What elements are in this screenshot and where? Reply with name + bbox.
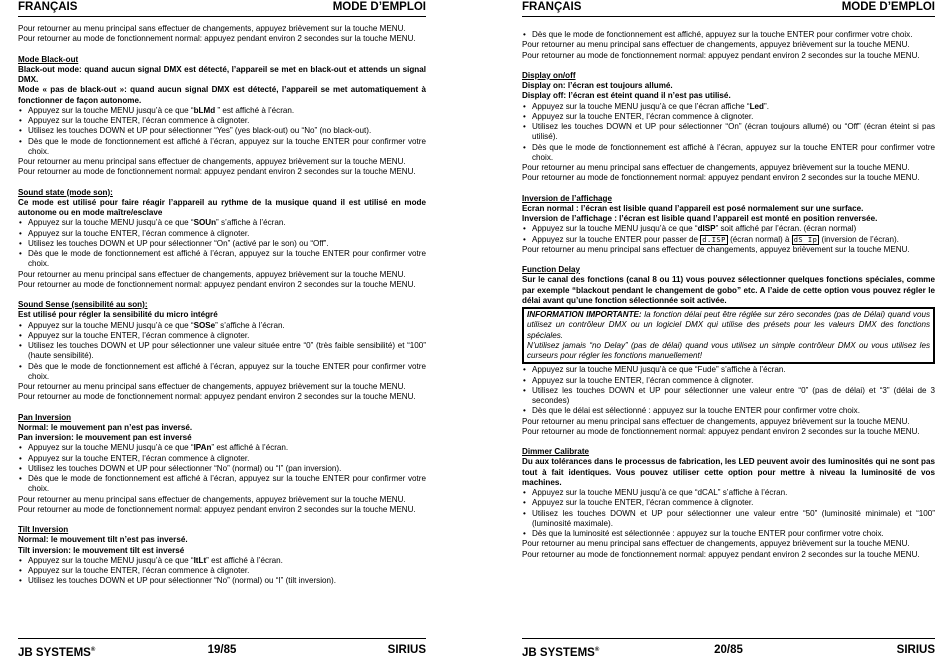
section-sound-state — [18, 188, 426, 291]
page-content — [18, 24, 426, 587]
model-name: SIRIUS — [387, 644, 426, 656]
paragraph: Pour retourner au menu principal sans effectuer de changements, appuyez brièvement sur la touche MENU. — [522, 163, 910, 172]
instruction-list — [522, 102, 935, 164]
section-description: Display on: l’écran est toujours allumé. — [522, 81, 673, 90]
section-description: Mode « pas de black-out »: quand aucun signal DMX est détecté, l’appareil se met automatiquement à fonctionner de façon autonome. — [18, 85, 426, 105]
section-description: Est utilisé pour régler la sensibilité du micro intégré — [18, 310, 218, 320]
display-code: SOUn — [193, 218, 217, 228]
list-item: • Dès que le mode de fonctionnement est affiché, appuyez sur la touche ENTER pour confirmer votre choix. — [522, 30, 935, 40]
paragraph: Pour retourner au menu principal sans effectuer de changements, appuyez brièvement sur la touche MENU. — [18, 157, 406, 166]
section-description: Black-out mode: quand aucun signal DMX est détecté, l’appareil se met en black-out et attends un signal DMX. — [18, 64, 426, 84]
list-item: • Dès que le mode de fonctionnement est affiché à l’écran, appuyez sur la touche ENTER pour confirmer votre choix. — [18, 474, 426, 495]
paragraph: Pour retourner au menu principal sans effectuer de changements, appuyez brièvement sur la touche MENU. — [522, 539, 910, 549]
list-item: • Appuyez sur la touche MENU jusqu’à ce que “Fude” s’affiche à l’écran. — [522, 365, 935, 375]
paragraph: Pour retourner au menu principal sans effectuer de changements, appuyez brièvement sur la touche MENU. — [522, 416, 910, 426]
header-rule — [522, 16, 935, 17]
section-title: Function Delay — [522, 265, 581, 274]
list-item: • Utilisez les touches DOWN et UP pour sélectionner “On” (écran toujours allumé) ou “Off” (écran éteint si pas utilisé). — [522, 122, 935, 143]
section-display-inversion — [522, 194, 935, 256]
paragraph: Pour retourner au mode de fonctionnement normal: appuyez pendant environ 2 secondes sur la touche MENU. — [18, 392, 416, 402]
list-item: • Dès que le mode de fonctionnement est affiché à l’écran, appuyez sur la touche ENTER pour confirmer votre choix. — [18, 362, 426, 383]
list-item: • Appuyez sur la touche MENU jusqu’à ce que l’écran affiche “Led”. — [522, 102, 935, 112]
section-display-onoff — [522, 71, 935, 184]
list-item: • Appuyez sur la touche MENU jusqu’à ce que “bLMd ” est affiché à l’écran. — [18, 106, 426, 116]
list-item: • Appuyez sur la touche MENU jusqu’à ce que “IPAn” est affiché à l’écran. — [18, 443, 426, 453]
display-code: SOSe — [193, 320, 216, 330]
instruction-list — [522, 365, 935, 416]
instruction-list — [522, 30, 935, 40]
list-item: • Appuyez sur la touche MENU jusqu’à ce que “SOUn” s’affiche à l’écran. — [18, 218, 426, 228]
paragraph: Pour retourner au menu principal sans effectuer de changements, appuyez brièvement sur la touche MENU. — [18, 494, 406, 504]
list-item: • Appuyez sur la touche ENTER, l’écran commence à clignoter. — [18, 116, 426, 126]
list-item: • Utilisez les touches DOWN et UP pour sélectionner “On” (activé par le son) ou “Off”. — [18, 239, 426, 249]
section-description: Display off: l’écran est éteint quand il n’est pas utilisé. — [522, 91, 731, 101]
instruction-list — [18, 218, 426, 269]
section-dimmer-calibrate — [522, 447, 935, 560]
lcd-inverted-icon: dS Ip — [793, 235, 818, 244]
page-number: 19/85 — [207, 644, 237, 656]
page-footer — [522, 643, 935, 657]
info-text: INFORMATION IMPORTANTE: la fonction délai peut être réglée sur zéro secondes (pas de Délai) quand vous utilisez un contrôleur DMX ou un logiciel DMX qui utilise des présets pour les valeurs DMX des fonctions spéciales. — [527, 310, 930, 340]
header-rule — [18, 16, 426, 17]
section-description: Ce mode est utilisé pour faire réagir l’appareil au rythme de la musique quand il est utilisé en mode autonome ou en mode maître/esclave — [18, 197, 426, 217]
section-description: Normal: le mouvement tilt n’est pas inversé. — [18, 535, 188, 545]
section-description: Inversion de l’affichage : l’écran est lisible quand l’appareil est monté en position renversée. — [522, 214, 878, 223]
instruction-list — [18, 106, 426, 157]
section-sound-sense — [18, 300, 426, 403]
page-number: 20/85 — [714, 644, 743, 656]
paragraph: Pour retourner au mode de fonctionnement normal: appuyez pendant environ 2 secondes sur la touche MENU. — [522, 549, 920, 559]
section-title: Dimmer Calibrate — [522, 447, 590, 456]
instruction-list — [18, 321, 426, 383]
info-label: INFORMATION IMPORTANTE: — [527, 310, 642, 319]
page-header — [522, 0, 935, 14]
list-item: • Appuyez sur la touche MENU jusqu’à ce que “dISP” soit affiché par l’écran. (écran normal) — [522, 224, 935, 234]
section-description: Du aux tolérances dans le processus de fabrication, les LED peuvent avoir des luminosités qui ne sont pas tout à fait identiques. Vous pouvez utiliser cette option pour mettre à niveau la luminosité de vos machines. — [522, 457, 935, 487]
page-20 — [522, 0, 935, 659]
section-description: Pan inversion: le mouvement pan est inversé — [18, 433, 192, 442]
section-title: Tilt Inversion — [18, 525, 69, 534]
section-title: Inversion de l’affichage — [522, 193, 612, 203]
list-item: • Utilisez les touches DOWN et UP pour sélectionner “Yes” (yes black-out) ou “No” (no black-out). — [18, 126, 426, 136]
list-item: • Appuyez sur la touche ENTER, l’écran commence à clignoter. — [522, 376, 935, 386]
page-footer — [18, 643, 426, 657]
list-item: • Dès que la luminosité est sélectionnée : appuyez sur la touche ENTER pour confirmer votre choix. — [522, 529, 935, 539]
instruction-list — [522, 488, 935, 539]
list-item: • Utilisez les touches DOWN et UP pour sélectionner une valeur entre “50” (luminosité minimale) et “100” (luminosité maximale). — [522, 509, 935, 530]
footer-rule — [522, 638, 935, 639]
list-item: • Dès que le mode de fonctionnement est affiché à l’écran, appuyez sur la touche ENTER pour confirmer votre choix. — [18, 249, 426, 270]
section-description: Ecran normal : l’écran est lisible quand l’appareil est posé normalement sur une surface. — [522, 203, 864, 213]
paragraph: Pour retourner au mode de fonctionnement normal: appuyez pendant environ 2 secondes sur la touche MENU. — [18, 167, 416, 177]
paragraph: Pour retourner au menu principal sans effectuer de changements, appuyez brièvement sur la touche MENU. — [18, 269, 406, 279]
footer-rule — [18, 638, 426, 639]
section-title: Pan Inversion — [18, 412, 72, 422]
page-19 — [18, 0, 426, 659]
paragraph: Pour retourner au mode de fonctionnement normal: appuyez pendant environ 2 secondes sur la touche MENU. — [18, 504, 416, 514]
display-code: ItLt — [193, 555, 207, 565]
section-pan-inversion — [18, 413, 426, 516]
page-content — [522, 30, 935, 560]
section-function-delay — [522, 265, 935, 437]
paragraph: Pour retourner au menu principal sans effectuer de changements, appuyez brièvement sur la touche MENU. — [18, 382, 406, 391]
list-item: • Appuyez sur la touche ENTER, l’écran commence à clignoter. — [18, 566, 426, 576]
list-item: • Appuyez sur la touche ENTER, l’écran commence à clignoter. — [18, 454, 426, 464]
section-title: Display on/off — [522, 70, 576, 80]
list-item: • Appuyez sur la touche ENTER, l’écran commence à clignoter. — [18, 331, 426, 341]
list-item: • Dès que le mode de fonctionnement est affiché à l’écran, appuyez sur la touche ENTER pour confirmer votre choix. — [18, 137, 426, 158]
manual-title: MODE D’EMPLOI — [332, 1, 426, 13]
list-item: • Appuyez sur la touche MENU jusqu’à ce que “ItLt” est affiché à l’écran. — [18, 556, 426, 566]
paragraph: Pour retourner au mode de fonctionnement normal: appuyez pendant environ 2 secondes sur la touche MENU. — [522, 50, 920, 60]
paragraph: Pour retourner au mode de fonctionnement normal: appuyez pendant environ 2 secondes sur la touche MENU. — [522, 426, 920, 436]
display-code: bLMd — [193, 105, 216, 115]
list-item: • Appuyez sur la touche ENTER, l’écran commence à clignoter. — [522, 498, 935, 508]
info-text: N’utilisez jamais “no Delay” (pas de délai) quand vous utilisez un simple contrôleur DMX ou vous utilisez les curseurs pour régler les fonctions manuellement! — [527, 340, 930, 360]
paragraph: Pour retourner au mode de fonctionnement normal: appuyez pendant environ 2 secondes sur la touche MENU. — [522, 173, 920, 183]
section-title: Sound state (mode son): — [18, 187, 113, 197]
display-code: dISP — [697, 224, 716, 234]
model-name: SIRIUS — [896, 644, 935, 656]
list-item: • Appuyez sur la touche ENTER, l’écran commence à clignoter. — [18, 229, 426, 239]
important-info-box — [522, 307, 935, 364]
paragraph: Pour retourner au menu principal sans effectuer de changements, appuyez brièvement sur la touche MENU. — [522, 244, 910, 254]
list-item: • Appuyez sur la touche MENU jusqu’à ce que “SOSe” s’affiche à l’écran. — [18, 321, 426, 331]
paragraph: Pour retourner au menu principal sans effectuer de changements, appuyez brièvement sur la touche MENU. — [18, 24, 406, 33]
list-item: • Utilisez les touches DOWN et UP pour sélectionner une valeur située entre “0” (très faible sensibilité) et “100” (haute sensibilité). — [18, 341, 426, 362]
brand-name: JB SYSTEMS® — [522, 646, 600, 659]
section-description: Tilt inversion: le mouvement tilt est inversé — [18, 545, 185, 555]
paragraph: Pour retourner au mode de fonctionnement normal: appuyez pendant environ 2 secondes sur la touche MENU. — [18, 279, 416, 289]
brand-name: JB SYSTEMS® — [18, 646, 96, 659]
section-blackout — [18, 55, 426, 178]
list-item: • Appuyez sur la touche ENTER, l’écran commence à clignoter. — [522, 112, 935, 122]
instruction-list — [18, 556, 426, 587]
language-label: FRANÇAIS — [18, 1, 78, 13]
page-header — [18, 0, 426, 14]
list-item: • Dès que le délai est sélectionné : appuyez sur la touche ENTER pour confirmer votre choix. — [522, 406, 935, 416]
list-item: • Appuyez sur la touche MENU jusqu’à ce que “dCAL” s’affiche à l’écran. — [522, 488, 935, 498]
lcd-normal-icon: d.ISP — [702, 235, 726, 244]
paragraph: Pour retourner au menu principal sans effectuer de changements, appuyez brièvement sur la touche MENU. — [522, 40, 910, 50]
manual-title: MODE D’EMPLOI — [841, 1, 935, 13]
list-item: • Utilisez les touches DOWN et UP pour sélectionner “No” (normal) ou “I” (pan inversion). — [18, 464, 426, 474]
display-code: Led — [749, 101, 764, 111]
display-code: IPAn — [193, 443, 212, 453]
instruction-list — [18, 443, 426, 494]
instruction-list — [522, 224, 935, 245]
section-tilt-inversion — [18, 525, 426, 587]
section-description: Normal: le mouvement pan n’est pas inversé. — [18, 422, 193, 432]
section-description: Sur le canal des fonctions (canal 8 ou 11) vous pouvez sélectionner quelques fonctions spéciales, comme par exemple “blackout pendant le changement de gobo” etc. A l’aide de cette option vous pouvez régler le délai avant qu’une fonction sélectionnée soit activée. — [522, 275, 935, 305]
list-item: • Appuyez sur la touche ENTER pour passer de d.ISP (écran normal) à dS Ip (inversion de l’écran). — [522, 235, 935, 245]
list-item: • Dès que le mode de fonctionnement est affiché à l’écran, appuyez sur la touche ENTER pour confirmer votre choix. — [522, 143, 935, 164]
section-title: Mode Black-out — [18, 54, 79, 64]
list-item: • Utilisez les touches DOWN et UP pour sélectionner “No” (normal) ou “I” (tilt inversion). — [18, 576, 426, 586]
list-item: • Utilisez les touches DOWN et UP pour sélectionner une valeur entre “0” (pas de délai) et “3” (délai de 3 secondes) — [522, 386, 935, 407]
language-label: FRANÇAIS — [522, 1, 582, 13]
paragraph: Pour retourner au mode de fonctionnement normal: appuyez pendant environ 2 secondes sur la touche MENU. — [18, 34, 416, 44]
section-title: Sound Sense (sensibilité au son): — [18, 300, 148, 309]
